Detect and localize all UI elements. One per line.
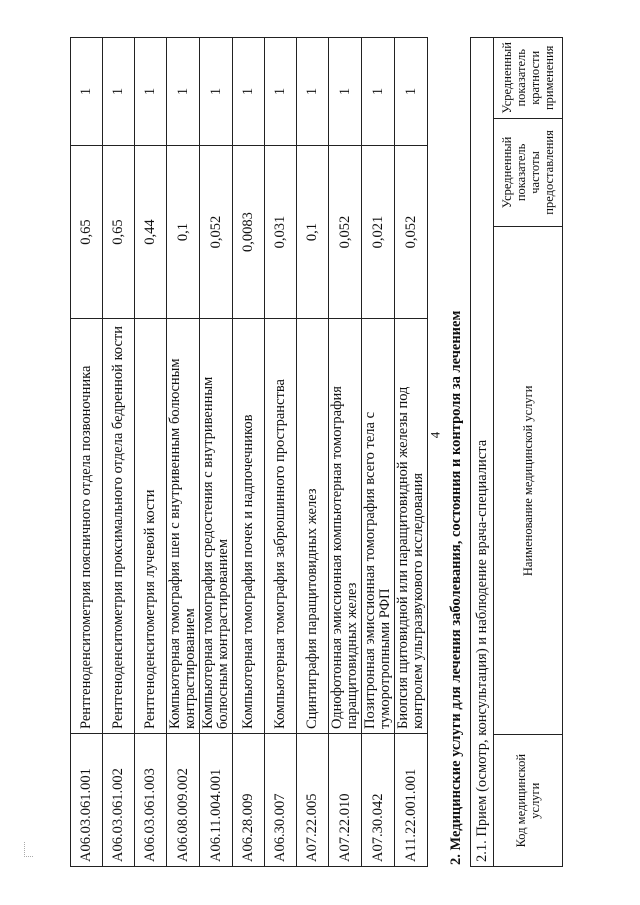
frequency-value: 0,1 <box>167 146 200 319</box>
frequency-value: 0,44 <box>135 146 167 319</box>
service-name: Компьютерная томография средостения с внутривенным болюсным контрастированием <box>200 319 233 734</box>
service-code: A06.03.061.003 <box>135 734 167 867</box>
header-code: Код медицинской услуги <box>494 735 563 867</box>
table-row <box>233 38 265 867</box>
multiplicity-value: 1 <box>233 38 265 146</box>
service-name: Позитронная эмиссионная томография всего тела с туморотропными РФП <box>362 319 395 734</box>
table-row <box>71 38 103 867</box>
rotated-page-content <box>70 37 565 867</box>
multiplicity-value: 1 <box>135 38 167 146</box>
table-row <box>362 38 395 867</box>
frequency-value: 0,031 <box>265 146 297 319</box>
frequency-value: 0,052 <box>395 146 428 319</box>
service-code: A06.03.061.002 <box>103 734 135 867</box>
frequency-value: 0,1 <box>297 146 329 319</box>
frequency-value: 0,052 <box>200 146 233 319</box>
frequency-value: 0,65 <box>71 146 103 319</box>
table-row <box>200 38 233 867</box>
frequency-value: 0,052 <box>329 146 362 319</box>
table-row <box>329 38 362 867</box>
table-row <box>395 38 428 867</box>
section-2-title: 2. Медицинские услуги для лечения заболевания, состояния и контроля за лечением <box>448 310 464 865</box>
table-row <box>135 38 167 867</box>
service-name: Однофотонная эмиссионная компьютерная томография паращитовидных желез <box>329 319 362 734</box>
margin-mark <box>24 842 33 857</box>
service-code: A07.22.010 <box>329 734 362 867</box>
service-code: A07.30.042 <box>362 734 395 867</box>
service-name: Рентгеноденситометрия лучевой кости <box>135 319 167 734</box>
subsection-2-1-title: 2.1. Прием (осмотр, консультация) и наблюдение врача-специалиста <box>471 38 494 867</box>
table-row <box>167 38 200 867</box>
multiplicity-value: 1 <box>395 38 428 146</box>
service-code: A06.28.009 <box>233 734 265 867</box>
multiplicity-value: 1 <box>103 38 135 146</box>
header-name: Наименование медицинской услуги <box>494 227 563 735</box>
multiplicity-value: 1 <box>265 38 297 146</box>
service-name: Компьютерная томография почек и надпочечников <box>233 319 265 734</box>
page-number: 4 <box>427 431 443 439</box>
service-name: Рентгеноденситометрия поясничного отдела позвоночника <box>71 319 103 734</box>
table-row <box>103 38 135 867</box>
frequency-value: 0,65 <box>103 146 135 319</box>
table-row <box>297 38 329 867</box>
service-code: A06.08.009.002 <box>167 734 200 867</box>
consultation-table <box>470 37 563 867</box>
header-frequency: Усредненный показатель частоты предоставления <box>494 118 563 227</box>
service-code: A07.22.005 <box>297 734 329 867</box>
frequency-value: 0,021 <box>362 146 395 319</box>
service-name: Компьютерная томография шеи с внутривенным болюсным контрастированием <box>167 319 200 734</box>
multiplicity-value: 1 <box>362 38 395 146</box>
service-code: A06.30.007 <box>265 734 297 867</box>
table-row <box>265 38 297 867</box>
services-table-body <box>71 38 428 867</box>
service-code: A11.22.001.001 <box>395 734 428 867</box>
frequency-value: 0,0083 <box>233 146 265 319</box>
service-name: Рентгеноденситометрия проксимального отдела бедренной кости <box>103 319 135 734</box>
service-code: A06.03.061.001 <box>71 734 103 867</box>
services-table <box>70 37 428 867</box>
header-multiplicity: Усредненный показатель кратности применения <box>494 38 563 119</box>
multiplicity-value: 1 <box>297 38 329 146</box>
service-code: A06.11.004.001 <box>200 734 233 867</box>
service-name: Биопсия щитовидной или паращитовидной железы под контролем ультразвукового исследования <box>395 319 428 734</box>
multiplicity-value: 1 <box>329 38 362 146</box>
multiplicity-value: 1 <box>200 38 233 146</box>
service-name: Сцинтиграфия паращитовидных желез <box>297 319 329 734</box>
multiplicity-value: 1 <box>167 38 200 146</box>
multiplicity-value: 1 <box>71 38 103 146</box>
service-name: Компьютерная томография забрюшинного пространства <box>265 319 297 734</box>
